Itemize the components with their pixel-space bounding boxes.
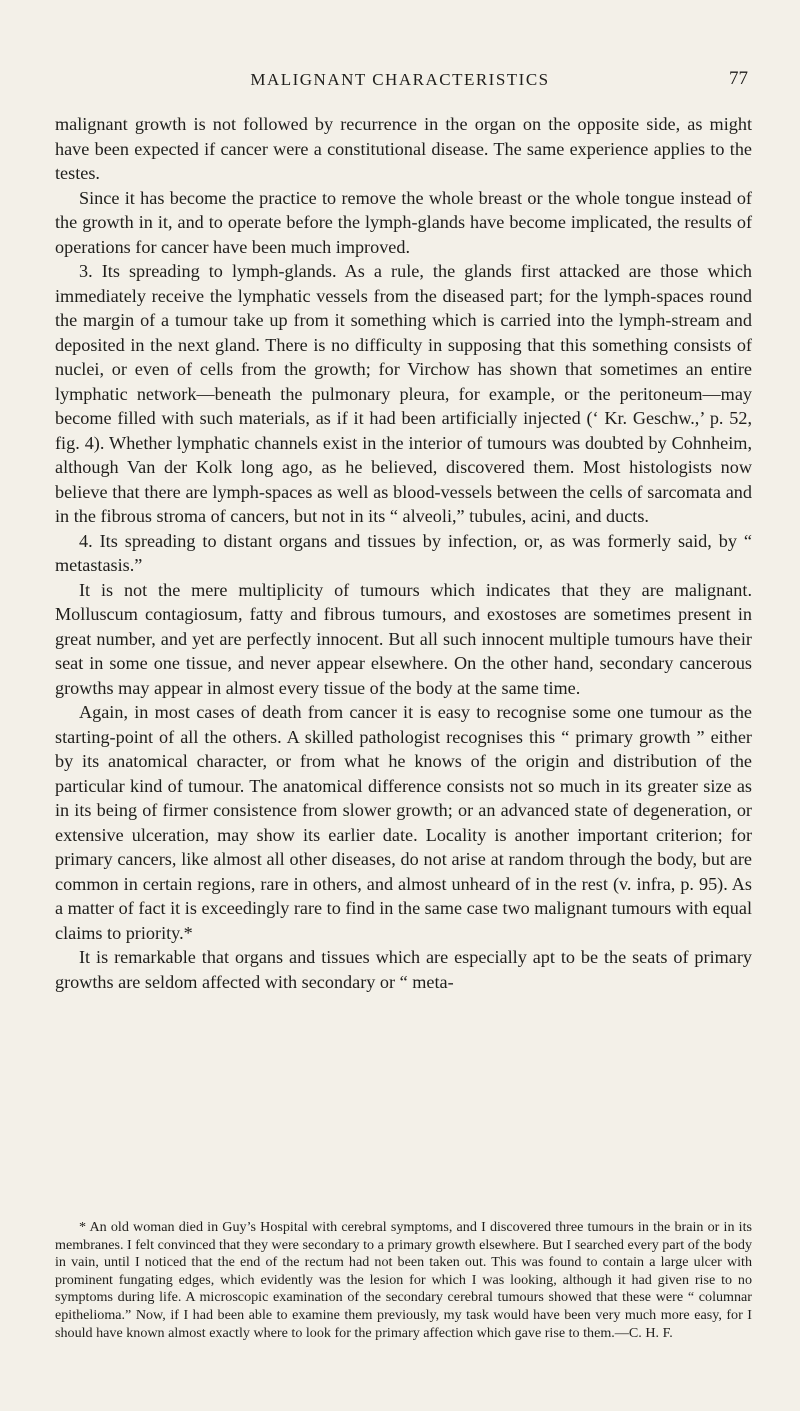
page-number: 77 (729, 68, 748, 89)
section-heading: 4. Its spreading to distant organs and tissues by infection, or, as was formerly said, by “ metastasis.” (55, 530, 752, 575)
paragraph: Since it has become the practice to remove the whole breast or the whole tongue instead of the growth in it, and to operate before the lymph-glands have become implicated, the results of operations for cancer have been much improved. (55, 187, 752, 257)
paragraph: It is remarkable that organs and tissues which are especially apt to be the seats of primary growths are seldom affected with secondary or “ meta- (55, 947, 752, 992)
running-title: MALIGNANT CHARACTERISTICS (250, 70, 550, 89)
footnotes (55, 1219, 752, 1342)
footnote: * An old woman died in Guy’s Hospital with cerebral symptoms, and I discovered three tumours in the brain or in its membranes. I felt convinced that they were secondary to a primary growth elsewhere. But I searched every part of the body in vain, until I noticed that the end of the rectum had not been taken out. This was found to contain a large ulcer with prominent fungating edges, which evidently was the lesion for which I was looking, although it had given rise to no symptoms during life. A microscopic examination of the secondary cerebral tumours showed that these were “ columnar epithelioma.” Now, if I had been able to examine them previously, my task would have been very much more easy, for I should have known almost exactly where to look for the primary affection which gave rise to them.—C. H. F. (55, 1219, 752, 1341)
paragraph: 3. Its spreading to lymph-glands. As a rule, the glands first attacked are those which immediately receive the lymphatic vessels from the diseased part; for the lymph-spaces round the margin of a tumour take up from it something which is carried into the lymph-stream and deposited in the next gland. There is no difficulty in supposing that this something consists of nuclei, or even of cells from the growth; for Virchow has shown that sometimes an entire lymphatic network—beneath the pulmonary pleura, for example, or the peritoneum—may become filled with such materials, as if it had been artificially injected (‘ Kr. Geschw.,’ p. 52, fig. 4). Whether lymphatic channels exist in the interior of tumours was doubted by Cohnheim, although Van der Kolk long ago, as he believed, discovered them. Most histologists now believe that there are lymph-spaces as well as blood-vessels between the cells of sarcomata and in the fibrous stroma of cancers, but not in its “ alveoli,” tubules, acini, and ducts. (55, 261, 752, 526)
paragraph: malignant growth is not followed by recurrence in the organ on the opposite side, as might have been expected if cancer were a constitutional disease. The same experience applies to the testes. (55, 114, 752, 183)
paragraph: Again, in most cases of death from cancer it is easy to recognise some one tumour as the starting-point of all the others. A skilled pathologist recognises this “ primary growth ” either by its anatomical character, or from what he knows of the origin and distribution of the particular kind of tumour. The anatomical difference consists not so much in its greater size as in its being of firmer consistence from slower growth; or an advanced state of degeneration, or extensive ulceration, may show its earlier date. Locality is another important criterion; for primary cancers, like almost all other diseases, do not arise at random through the body, but are common in certain regions, rare in others, and almost unheard of in the rest (v. infra, p. 95). As a matter of fact it is exceedingly rare to find in the same case two malignant tumours with equal claims to priority.* (55, 702, 752, 943)
paragraph: It is not the mere multiplicity of tumours which indicates that they are malignant. Molluscum contagiosum, fatty and fibrous tumours, and exostoses are sometimes present in great number, and yet are perfectly innocent. But all such innocent multiple tumours have their seat in some one tissue, and never appear elsewhere. On the other hand, secondary cancerous growths may appear in almost every tissue of the body at the same time. (55, 579, 752, 698)
body-text (55, 112, 752, 994)
running-head (0, 70, 800, 94)
